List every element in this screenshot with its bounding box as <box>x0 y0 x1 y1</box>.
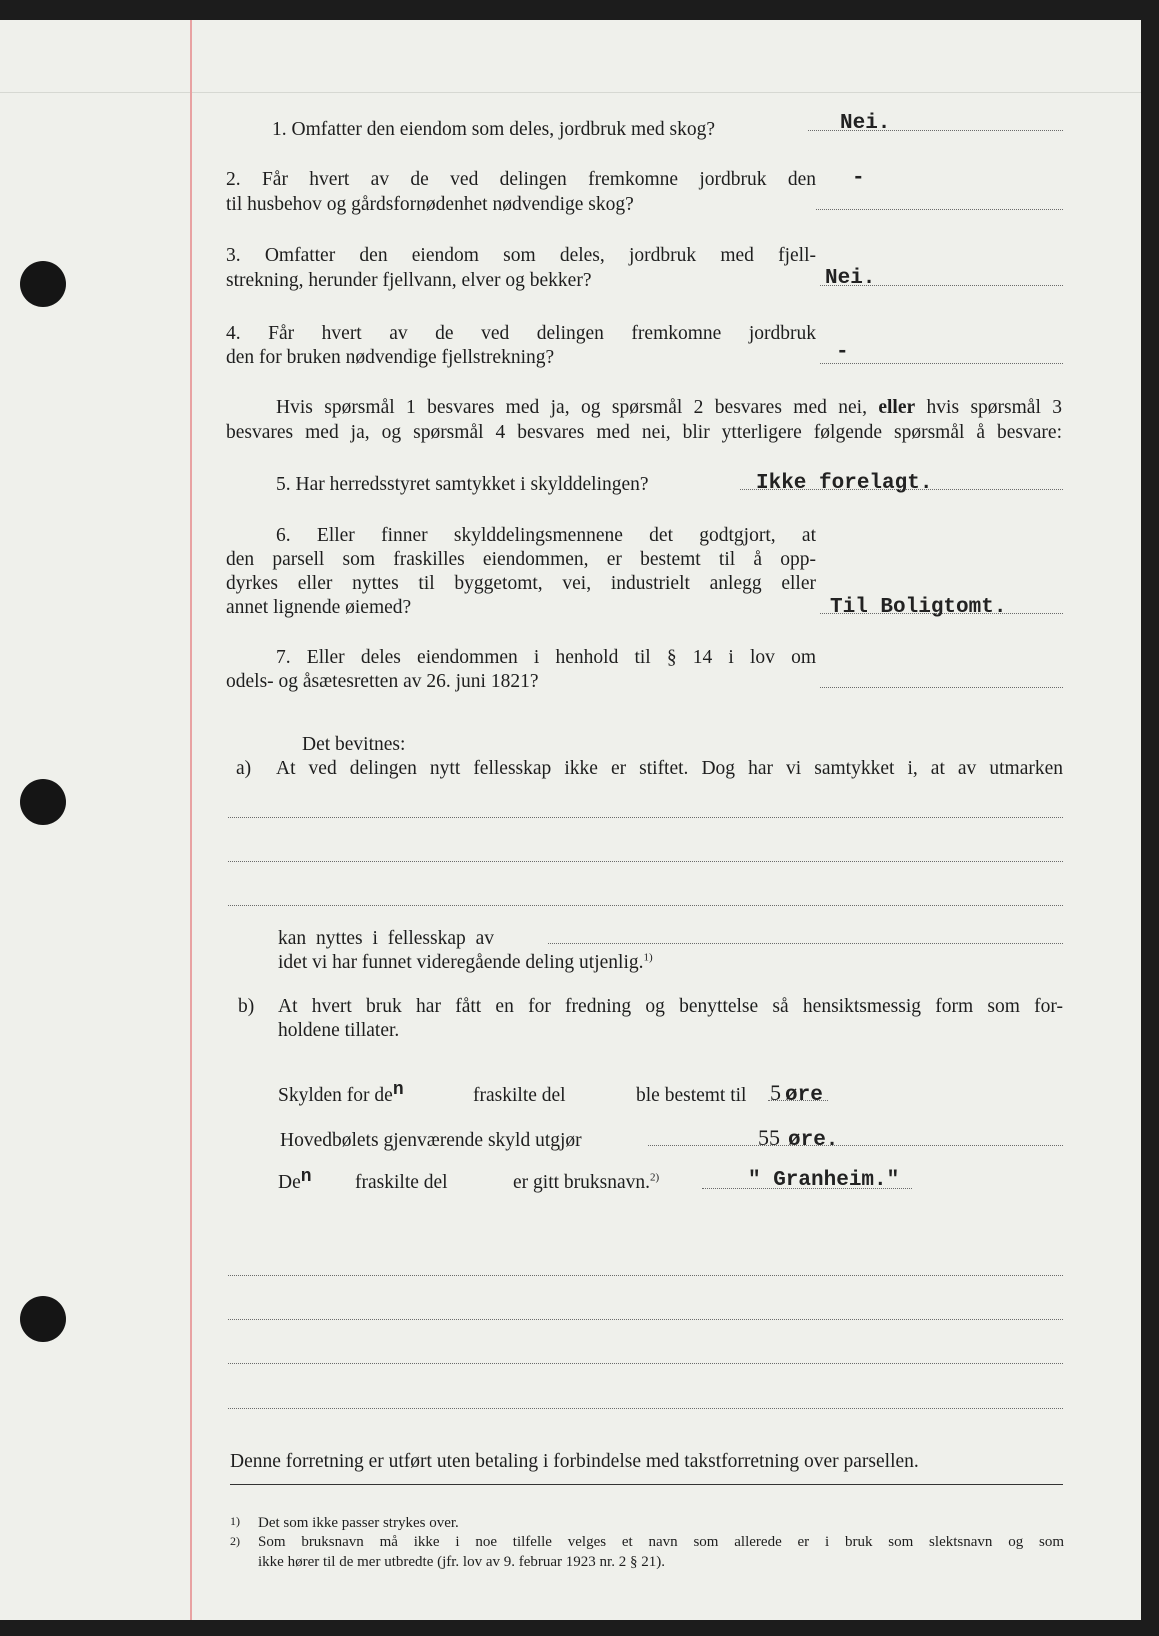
fellesskap-line <box>548 943 1063 944</box>
bruksnavn-prefix <box>278 1167 312 1197</box>
idet-phrase: idet vi har funnet videregående deling utjenlig. <box>278 952 644 973</box>
condition-line-2: besvares med ja, og spørsmål 4 besvares med nei, blir ytterligere følgende spørsmål å besvare: <box>226 422 1062 443</box>
footnote-1: Det som ikke passer strykes over. <box>258 1515 459 1531</box>
question-2-line-1: 2. Får hvert av de ved delingen fremkomne jordbruk den <box>226 169 816 190</box>
bevitnes-a-text: At ved delingen nytt fellesskap ikke er stiftet. Dog har vi samtykket i, at av utmarken <box>276 758 1063 779</box>
answer-3: Nei. <box>825 267 876 290</box>
bevitnes-heading: Det bevitnes: <box>302 734 406 755</box>
question-6-line-3: dyrkes eller nyttes til byggetomt, vei, industrielt anlegg eller <box>226 573 816 594</box>
statement-text: Denne forretning er utført uten betaling i forbindelse med takstforretning over parsellen. <box>230 1451 919 1472</box>
answer-6: Til Boligtomt. <box>830 596 1007 619</box>
footnote-ref: 2) <box>650 1171 660 1184</box>
form-page <box>0 20 1141 1620</box>
question-6-line-2: den parsell som fraskilles eiendommen, er bestemt til å opp- <box>226 549 816 570</box>
den-word: De <box>278 1172 301 1193</box>
page-top-line <box>0 92 1141 93</box>
footnote-2-line-2: ikke hører til de mer utbredte (jfr. lov av 9. februar 1923 nr. 2 § 21). <box>258 1554 665 1570</box>
skyld-value <box>770 1080 823 1108</box>
bruksnavn-label <box>513 1170 659 1195</box>
bevitnes-b-label: b) <box>238 996 255 1017</box>
hovedbol-label: Hovedbølets gjenværende skyld utgjør <box>280 1130 582 1151</box>
condition-line-1 <box>276 395 1062 420</box>
question-6-line-4: annet lignende øiemed? <box>226 597 412 618</box>
blank-line <box>228 1319 1063 1320</box>
answer-line-2 <box>816 209 1063 210</box>
question-4-line-1: 4. Får hvert av de ved delingen fremkomne jordbruk <box>226 323 816 344</box>
question-3-line-1: 3. Omfatter den eiendom som deles, jordbruk med fjell- <box>226 245 816 266</box>
fraskilte-del-label: fraskilte del <box>473 1085 566 1106</box>
margin-line <box>190 20 192 1620</box>
bruksnavn-value: " Granheim." <box>748 1169 900 1192</box>
question-3-line-2: strekning, herunder fjellvann, elver og bekker? <box>226 270 592 291</box>
answer-5: Ikke forelagt. <box>756 472 933 495</box>
footnote-2-mark: 2) <box>230 1534 240 1548</box>
bestemt-til-label: ble bestemt til <box>636 1085 747 1106</box>
footnote-separator <box>230 1484 1063 1485</box>
question-1: 1. Omfatter den eiendom som deles, jordbruk med skog? <box>272 119 715 140</box>
condition-bold-word: eller <box>878 397 916 418</box>
footnote-ref: 1) <box>643 951 653 964</box>
answer-1: Nei. <box>840 112 891 135</box>
punch-hole <box>20 1296 66 1342</box>
bruksnavn-label-text: er gitt bruksnavn. <box>513 1172 651 1193</box>
punch-hole <box>20 261 66 307</box>
condition-text: Hvis spørsmål 1 besvares med ja, og spørsmål 2 besvares med nei, <box>276 397 879 418</box>
question-7-line-2: odels- og åsætesretten av 26. juni 1821? <box>226 671 539 692</box>
blank-line <box>228 1408 1063 1409</box>
question-2-line-2: til husbehov og gårdsfornødenhet nødvendige skog? <box>226 194 634 215</box>
punch-hole <box>20 779 66 825</box>
answer-2: - <box>852 167 865 190</box>
bevitnes-a-label: a) <box>236 758 252 779</box>
blank-line <box>228 1363 1063 1364</box>
hovedbol-line <box>648 1145 1063 1146</box>
bevitnes-b-line-2: holdene tillater. <box>278 1020 400 1041</box>
handwritten-letter: n <box>300 1167 312 1187</box>
skyld-label-text: Skylden for de <box>278 1085 393 1106</box>
bevitnes-b-line-1: At hvert bruk har fått en for fredning og benyttelse så hensiktsmessig form som for- <box>278 996 1063 1017</box>
answer-line-7 <box>820 687 1063 688</box>
skyld-number: 5 <box>770 1080 781 1105</box>
footnote-2-line-1: Som bruksnavn må ikke i noe tilfelle velges et navn som allerede er i bruk som slektsnavn og som <box>258 1534 1064 1550</box>
idet-text <box>278 950 653 975</box>
hovedbol-unit: øre. <box>788 1129 839 1152</box>
skyld-label <box>278 1080 404 1110</box>
answer-4: - <box>836 341 849 364</box>
kan-nyttes-text: kan nyttes i fellesskap av <box>278 928 495 949</box>
footnote-1-mark: 1) <box>230 1514 240 1528</box>
question-4-line-2: den for bruken nødvendige fjellstrekning? <box>226 347 555 368</box>
question-5: 5. Har herredsstyret samtykket i skylddelingen? <box>276 474 649 495</box>
blank-line <box>228 1275 1063 1276</box>
blank-line <box>228 905 1063 906</box>
answer-line-4 <box>820 363 1063 364</box>
hovedbol-number: 55 <box>758 1125 780 1150</box>
question-7-line-1: 7. Eller deles eiendommen i henhold til § 14 i lov om <box>276 647 816 668</box>
blank-line <box>228 817 1063 818</box>
condition-text: hvis spørsmål 3 <box>915 397 1062 418</box>
blank-line <box>228 861 1063 862</box>
skyld-unit: øre <box>785 1084 823 1107</box>
bruksnavn-fraskilte: fraskilte del <box>355 1172 448 1193</box>
handwritten-letter: n <box>392 1080 404 1100</box>
hovedbol-value <box>758 1125 838 1153</box>
question-6-line-1: 6. Eller finner skylddelingsmennene det godtgjort, at <box>276 525 816 546</box>
